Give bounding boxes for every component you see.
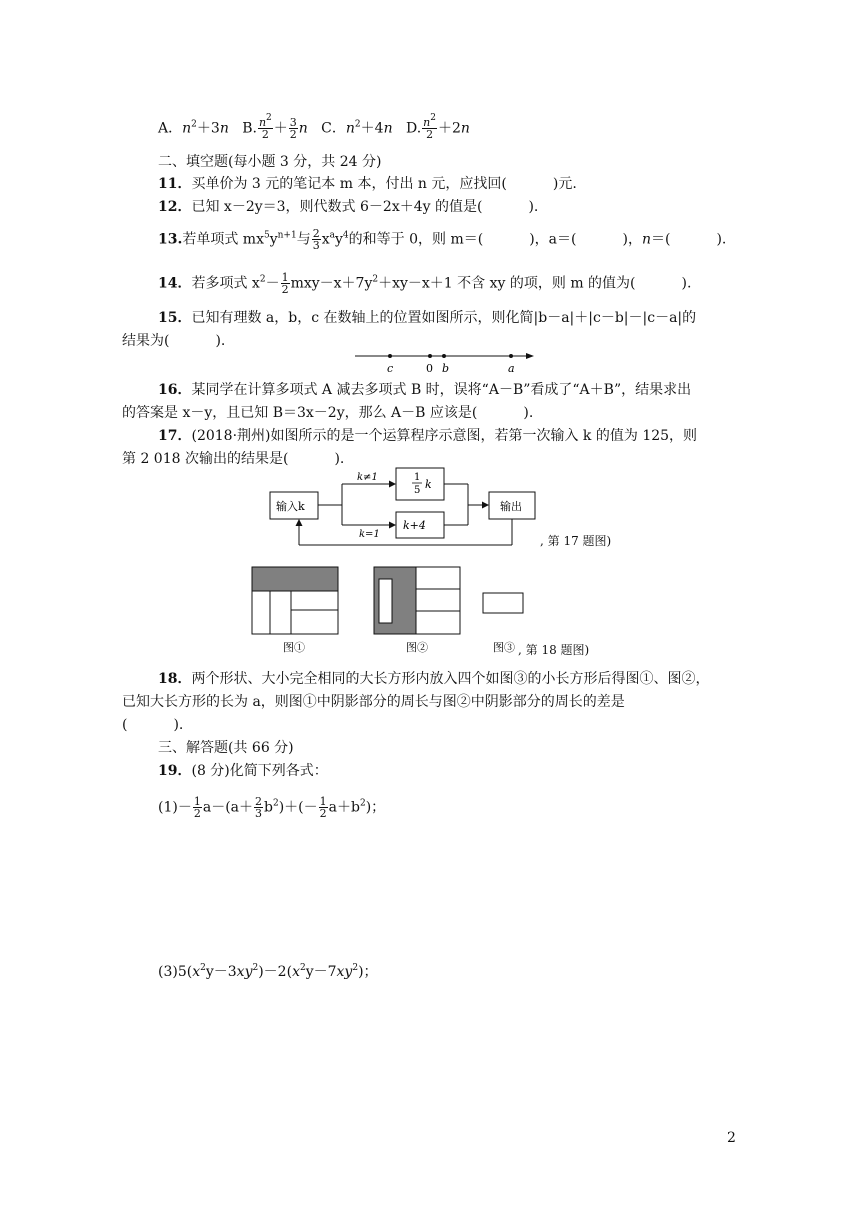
q12-number: 12． bbox=[158, 199, 192, 215]
question-16-line-1 bbox=[158, 381, 691, 399]
q12-text-end: ). bbox=[528, 199, 539, 215]
question-14: 14．若多项式 $x^2-$ $\frac{1}{2}$ $mxy-x+7y^2+xy-x+1$ 不含 xy 的项，则 m 的值为( ). bbox=[158, 271, 692, 296]
question-15-line-1 bbox=[158, 309, 696, 327]
figure-17-caption: , 第 17 题图) bbox=[540, 534, 612, 548]
point-b-label: b bbox=[442, 362, 450, 375]
part-3-text: y－3 bbox=[205, 964, 237, 980]
section-3-title: 三、解答题(共 66 分) bbox=[158, 740, 294, 756]
question-18-line-1 bbox=[158, 670, 709, 688]
fig2-inner-small-rect bbox=[379, 579, 392, 623]
q15-text-end: ). bbox=[215, 333, 226, 349]
q11-text-end: )元. bbox=[552, 176, 577, 192]
page-number: 2 bbox=[727, 1130, 736, 1146]
flowchart bbox=[262, 462, 562, 554]
fig3-small-rect bbox=[483, 593, 523, 613]
option-c-label: C． bbox=[321, 120, 346, 137]
question-19-part-1: (1)－ $\frac{1}{2}$ a－(a＋ $\frac{2}{3}$ $b^2)+(-$ $\frac{1}{2}$ $a+b^2$)； bbox=[158, 795, 386, 820]
q16-text: 某同学在计算多项式 A 减去多项式 B 时，误将“A－B”看成了“A＋B”，结果求出 bbox=[191, 382, 692, 398]
part-3-label: (3)5( bbox=[158, 964, 193, 980]
part-1-text-e: )； bbox=[365, 799, 386, 816]
fig1-label: 图① bbox=[283, 641, 305, 654]
q14-text-b: mxy－x＋7y bbox=[290, 275, 373, 292]
q18-text-3: ( bbox=[122, 717, 128, 733]
q14-number: 14． bbox=[158, 275, 192, 292]
q19-number: 19． bbox=[158, 763, 192, 779]
q13-text-g: ). bbox=[716, 231, 727, 248]
q19-text: (8 分)化简下列各式： bbox=[191, 763, 328, 779]
number-line bbox=[350, 347, 540, 375]
q14-text-c: ＋xy－x＋1 不含 xy 的项，则 m 的值为( bbox=[378, 275, 636, 292]
question-15-line-2 bbox=[122, 332, 225, 350]
q17-text-end: ). bbox=[334, 451, 345, 467]
part-3-text-d: )； bbox=[358, 964, 378, 980]
q16-text-2: 的答案是 x－y，且已知 B＝3x－2y，那么 A－B 应该是( bbox=[122, 405, 478, 421]
q15-text: 已知有理数 a，b，c 在数轴上的位置如图所示，则化简|b－a|＋|c－b|－|c－a|的 bbox=[191, 310, 697, 326]
part-1-text: a－(a＋ bbox=[202, 799, 253, 816]
fig2-label: 图② bbox=[406, 641, 428, 654]
section-2-title: 二、填空题(每小题 3 分，共 24 分) bbox=[158, 154, 382, 170]
q10-options: A．$n^2+3n$ B. $\frac{n^2}{2}$ ＋ $\frac{3}{2}$ n C．$n^2+4n$ D. $\frac{n^2}{2}$ ＋2n bbox=[158, 113, 470, 141]
q12-text: 已知 x－2y＝3，则代数式 6－2x＋4y 的值是( bbox=[191, 199, 483, 215]
point-a-label: a bbox=[508, 362, 515, 375]
q16-number: 16． bbox=[158, 382, 192, 398]
question-18-line-2: 已知大长方形的长为 a，则图①中阴影部分的周长与图②中阴影部分的周长的差是 bbox=[122, 694, 625, 710]
fraction-denominator: 5 bbox=[414, 485, 421, 496]
q13-text-e: )， bbox=[622, 231, 642, 248]
q15-text-2: 结果为( bbox=[122, 333, 170, 349]
fig1-shaded-region bbox=[252, 567, 338, 591]
part-1-text-b: b bbox=[264, 799, 273, 816]
output-label: 输出 bbox=[500, 500, 522, 513]
fig3-label: 图③ bbox=[493, 641, 515, 654]
question-13: 13.若单项式 $mx^5y^{n+1}$与 $\frac{2}{3}$ $x^ay^4$的和等于 0，则 m＝( )，a＝( )，n＝( ). bbox=[158, 227, 727, 252]
question-18-line-3 bbox=[122, 716, 183, 734]
q18-text: 两个形状、大小完全相同的大长方形内放入四个如图③的小长方形后得图①、图②， bbox=[191, 671, 710, 687]
question-19 bbox=[158, 762, 328, 780]
fraction-variable: k bbox=[425, 478, 432, 491]
q17-number: 17． bbox=[158, 428, 192, 444]
option-b-label: B. bbox=[242, 120, 257, 137]
question-12 bbox=[158, 198, 538, 216]
fig2-stacked-rects bbox=[416, 567, 460, 634]
q13-text-d: )，a＝( bbox=[529, 231, 577, 248]
q13-text-b: 与 bbox=[296, 231, 311, 248]
fraction-numerator: 1 bbox=[414, 472, 421, 483]
option-d-label: D. bbox=[405, 120, 422, 137]
part-3-text-b: )－2( bbox=[258, 964, 293, 980]
part-3-text-c: y－7 bbox=[305, 964, 337, 980]
q13-number: 13. bbox=[158, 231, 183, 248]
q13-text-f: ＝( bbox=[650, 231, 671, 248]
part-1-label: (1)－ bbox=[158, 799, 192, 816]
question-17-line-1 bbox=[158, 427, 697, 445]
input-label: 输入k bbox=[276, 500, 305, 513]
q18-text-end: ). bbox=[173, 717, 184, 733]
option-a-label: A． bbox=[158, 120, 183, 137]
question-11 bbox=[158, 175, 577, 193]
q13-text: 若单项式 mx bbox=[182, 231, 264, 248]
q15-number: 15． bbox=[158, 310, 192, 326]
part-1-text-c: )＋(－ bbox=[278, 799, 318, 816]
q14-text: 若多项式 x bbox=[191, 275, 260, 292]
question-19-part-3: $(3)5(x^2y-3xy^2)-2(x^2y-7xy^2)$； bbox=[158, 963, 378, 980]
question-16-line-2 bbox=[122, 404, 533, 422]
q13-text-c: 的和等于 0，则 m＝( bbox=[348, 231, 484, 248]
origin-label: 0 bbox=[426, 362, 433, 375]
part-1-text-d: a＋b bbox=[328, 799, 360, 816]
figure-18 bbox=[248, 565, 538, 657]
q16-text-end: ). bbox=[523, 405, 534, 421]
condition-not-one: k≠1 bbox=[357, 472, 378, 483]
q11-number: 11． bbox=[158, 176, 192, 192]
add-four-label: k+4 bbox=[403, 519, 426, 532]
q17-text: (2018·荆州)如图所示的是一个运算程序示意图，若第一次输入 k 的值为 125，则 bbox=[191, 428, 698, 444]
condition-one: k=1 bbox=[359, 529, 380, 540]
q14-text-d: ). bbox=[681, 275, 692, 292]
q17-text-2: 第 2 018 次输出的结果是( bbox=[122, 451, 289, 467]
q18-number: 18． bbox=[158, 671, 192, 687]
figure-18-caption: , 第 18 题图) bbox=[518, 643, 590, 657]
point-c-label: c bbox=[387, 362, 394, 375]
q11-text: 买单价为 3 元的笔记本 m 本，付出 n 元，应找回( bbox=[191, 176, 507, 192]
